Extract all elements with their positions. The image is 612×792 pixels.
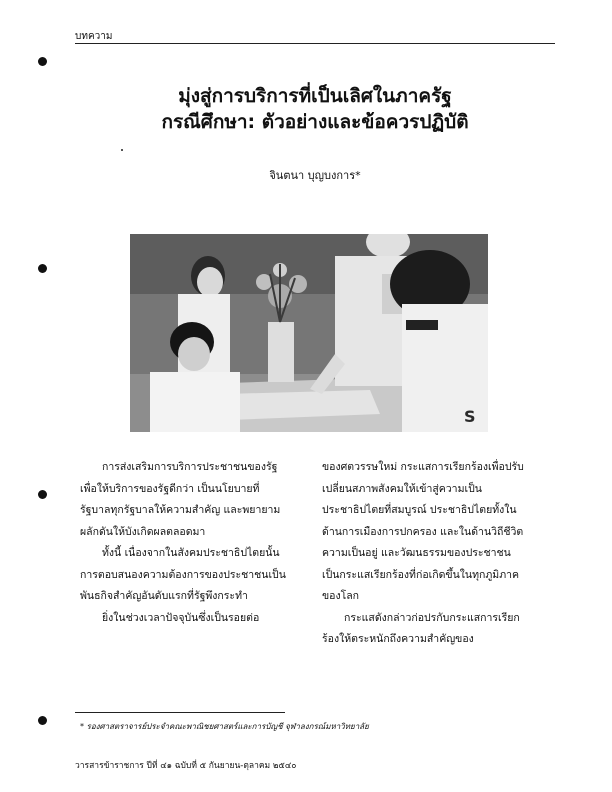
body-column-right	[322, 457, 530, 651]
journal-citation: วารสารข้าราชการ ปีที่ ๔๑ ฉบับที่ ๕ กันยายน-ตุลาคม ๒๕๔๐	[75, 761, 297, 771]
body-paragraph: ยิ่งในช่วงเวลาปัจจุบันซึ่งเป็นรอยต่อ	[102, 611, 260, 624]
header-rule	[75, 43, 555, 44]
author-name: จินตนา บุญบงการ*	[269, 169, 361, 182]
binder-hole	[38, 490, 47, 499]
svg-text:S: S	[464, 407, 476, 426]
article-title-line-2: กรณีศึกษา: ตัวอย่างและข้อควรปฏิบัติ	[161, 111, 469, 133]
body-paragraph: ของศตวรรษใหม่ กระแสการเรียกร้องเพื่อปรับเปลี่ยนสภาพสังคมให้เข้าสู่ความเป็นประชาธิปไตยที่สมบูรณ์ ประชาธิปไตยทั้งในด้านการเมืองการปกครอง และในด้านวิถีชีวิตความเป็นอยู่ และวัฒนธรรมของประชาชน เป็นกระแสเรียกร้องที่ก่อเกิดขึ้นในทุกภูมิภาคของโลก	[322, 461, 524, 602]
body-paragraph: ทั้งนี้ เนื่องจากในสังคมประชาธิปไตยนั้น การตอบสนองความต้องการของประชาชนเป็นพันธกิจสำคัญอันดับแรกที่รัฐพึงกระทำ	[80, 547, 286, 602]
body-column-left	[80, 457, 288, 629]
article-title-line-1: มุ่งสู่การบริการที่เป็นเลิศในภาครัฐ	[178, 85, 452, 107]
article-photo	[130, 234, 488, 432]
footnote-rule	[75, 712, 285, 713]
section-label: บทความ	[75, 31, 113, 42]
photo-illustration	[130, 234, 488, 432]
body-paragraph: การส่งเสริมการบริการประชาชนของรัฐเพื่อให้บริการของรัฐดีกว่า เป็นนโยบายที่รัฐบาลทุกรัฐบาลให้ความสำคัญ และพยายามผลักดันให้บังเกิดผลตลอดมา	[80, 461, 281, 538]
body-paragraph: กระแสดังกล่าวก่อปรกับกระแสการเรียกร้องให้ตระหนักถึงความสำคัญของ	[322, 611, 520, 645]
binder-hole	[38, 57, 47, 66]
binder-hole	[38, 264, 47, 273]
binder-hole	[38, 716, 47, 725]
author-footnote: * รองศาสตราจารย์ประจำคณะพาณิชยศาสตร์และการบัญชี จุฬาลงกรณ์มหาวิทยาลัย	[80, 722, 369, 731]
print-speck	[121, 149, 123, 151]
